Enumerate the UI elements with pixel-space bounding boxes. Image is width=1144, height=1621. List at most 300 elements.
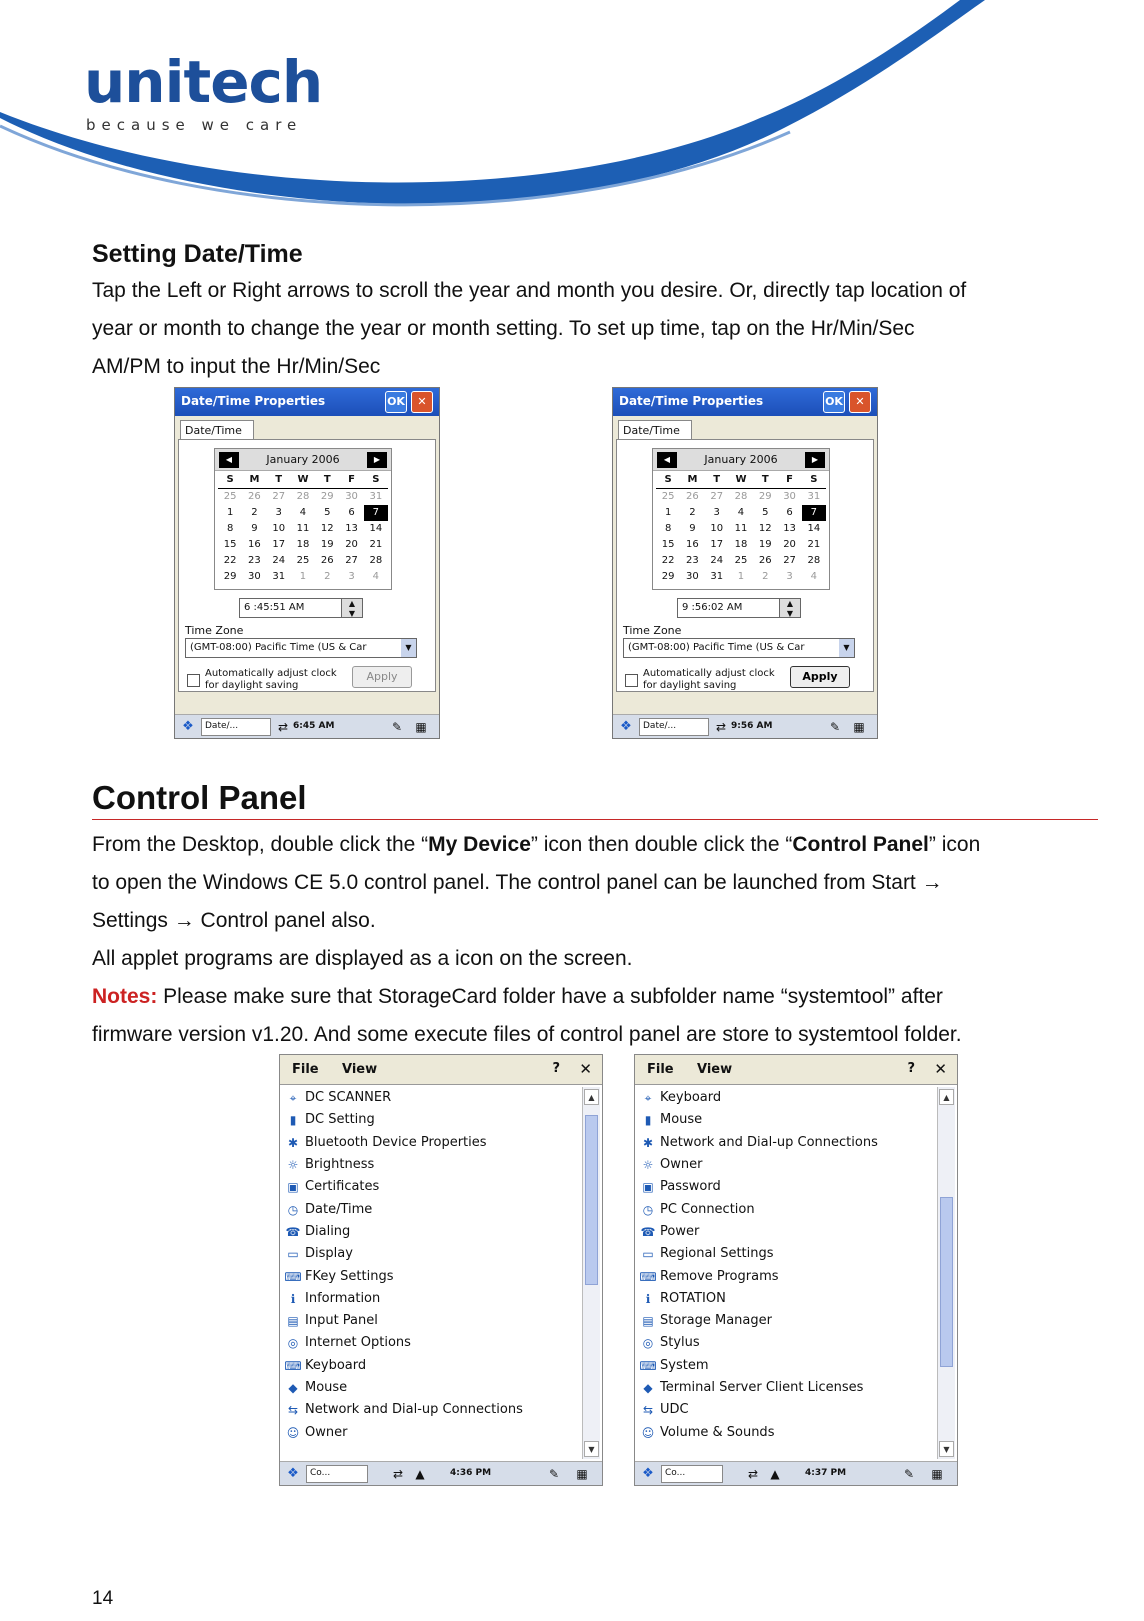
calendar-day[interactable]: 31 <box>369 491 383 502</box>
calendar-day[interactable]: 15 <box>661 539 675 550</box>
month-label[interactable]: January 2006 <box>704 453 778 466</box>
applet-item[interactable] <box>639 1288 935 1310</box>
applet-item[interactable] <box>284 1332 580 1354</box>
day-header: M <box>680 472 704 489</box>
calendar-day[interactable]: 19 <box>758 539 772 550</box>
paragraph-line: From the Desktop, double click the “My Device” icon then double click the “Control Panel” icon <box>92 833 981 856</box>
calendar-day[interactable]: 2 <box>689 507 696 518</box>
time-input[interactable]: 9 :56:02 AM <box>677 598 801 618</box>
menu-bar <box>635 1055 957 1085</box>
calendar-day[interactable]: 12 <box>758 523 772 534</box>
menu-file[interactable]: File <box>647 1062 674 1077</box>
calendar-day[interactable]: 2 <box>762 571 769 582</box>
daylight-label: Automatically adjust clock for daylight saving <box>643 668 775 691</box>
calendar-day[interactable]: 27 <box>272 491 286 502</box>
calendar-day[interactable]: 25 <box>296 555 310 566</box>
calendar-day[interactable]: 26 <box>686 491 699 502</box>
calendar-day[interactable]: 30 <box>783 491 796 502</box>
paragraph-line: to open the Windows CE 5.0 control panel. The control panel can be launched from Start → <box>92 871 943 894</box>
day-header: T <box>753 472 777 489</box>
calendar-day[interactable]: 3 <box>786 571 793 582</box>
taskbar <box>635 1461 957 1485</box>
close-button[interactable]: ✕ <box>411 391 433 413</box>
calendar-day[interactable]: 25 <box>661 491 675 502</box>
calendar-day[interactable]: 10 <box>272 523 286 534</box>
calendar-day[interactable]: 11 <box>734 523 748 534</box>
applet-label: Terminal Server Client Licenses <box>660 1380 864 1395</box>
close-icon[interactable]: ✕ <box>934 1060 947 1078</box>
taskbar <box>175 714 439 738</box>
applet-item[interactable] <box>284 1132 580 1154</box>
calendar-day[interactable]: 23 <box>686 555 699 566</box>
applet-label: Keyboard <box>660 1090 722 1106</box>
calendar-day[interactable]: 25 <box>734 555 748 566</box>
properties-panel <box>178 439 436 692</box>
paragraph-line: Settings → Control panel also. <box>92 909 376 932</box>
applet-label: Mouse <box>660 1112 703 1128</box>
applet-icon: ☎ <box>285 1224 301 1239</box>
day-header: F <box>777 472 801 489</box>
calendar-day[interactable]: 27 <box>345 555 358 566</box>
calendar-grid <box>653 471 829 586</box>
calendar-day[interactable]: 30 <box>248 571 261 582</box>
paragraph-line: year or month to change the year or month setting. To set up time, tap on the Hr/Min/Sec <box>92 317 915 340</box>
applet-label: Stylus <box>660 1335 700 1351</box>
calendar-day[interactable]: 24 <box>272 555 286 566</box>
applet-list <box>639 1087 935 1459</box>
applet-icon: ⌨ <box>284 1358 302 1373</box>
calendar-day[interactable]: 12 <box>320 523 334 534</box>
applet-icon: ☺ <box>641 1425 655 1440</box>
day-header: W <box>729 472 753 489</box>
applet-item[interactable] <box>639 1399 935 1421</box>
paragraph-line: All applet programs are displayed as a icon on the screen. <box>92 947 633 970</box>
calendar-day[interactable]: 1 <box>664 507 672 518</box>
scroll-thumb[interactable] <box>585 1115 598 1285</box>
time-spinner[interactable]: ▲ ▼ <box>341 598 363 618</box>
applet-label: DC SCANNER <box>305 1090 392 1106</box>
taskbar-clock[interactable]: 4:36 PM <box>450 1468 492 1478</box>
calendar-day[interactable]: 22 <box>223 555 237 566</box>
applet-item[interactable] <box>639 1132 935 1154</box>
control-panel-screenshot-2 <box>634 1054 958 1486</box>
network-icon: ⇄ <box>715 720 727 734</box>
calendar-day[interactable]: 9 <box>689 523 696 534</box>
prev-month-button[interactable]: ◀ <box>657 452 677 468</box>
network-icon: ⇄ <box>392 1467 404 1481</box>
applet-label: Volume & Sounds <box>660 1424 775 1440</box>
day-header: T <box>705 472 729 489</box>
applet-icon: ▮ <box>289 1113 297 1128</box>
calendar-day[interactable]: 7 <box>802 505 826 521</box>
signal-icon: ▲ <box>770 1467 780 1481</box>
menu-file[interactable]: File <box>292 1062 319 1077</box>
calendar-day[interactable]: 2 <box>251 507 258 518</box>
window-title: Date/Time Properties <box>175 388 439 416</box>
start-icon[interactable]: ❖ <box>642 1466 654 1481</box>
applet-label: Regional Settings <box>660 1246 774 1262</box>
applet-label: Date/Time <box>305 1201 373 1217</box>
start-icon[interactable]: ❖ <box>287 1466 299 1481</box>
applet-icon: ▭ <box>287 1247 299 1262</box>
heading-underline <box>92 819 1098 820</box>
calendar <box>214 448 392 590</box>
applet-label: Information <box>305 1290 381 1306</box>
day-header: S <box>364 472 388 489</box>
calendar-day[interactable]: 8 <box>664 523 672 534</box>
applet-icon: ⌨ <box>284 1269 302 1284</box>
applet-label: Remove Programs <box>660 1268 779 1284</box>
applet-item[interactable] <box>284 1288 580 1310</box>
time-zone-select[interactable]: (GMT-08:00) Pacific Time (US & Car <box>623 638 855 658</box>
menu-bar <box>280 1055 602 1085</box>
applet-item[interactable] <box>284 1243 580 1265</box>
calendar-day[interactable]: 21 <box>807 539 821 550</box>
ok-button[interactable]: OK <box>385 391 407 413</box>
calendar-day[interactable]: 3 <box>275 507 282 518</box>
date-time-screenshot-1 <box>174 387 440 739</box>
next-month-button[interactable]: ▶ <box>367 452 387 468</box>
applet-label: Input Panel <box>305 1313 378 1329</box>
chevron-down-icon[interactable]: ▼ <box>401 639 416 657</box>
applet-icon: ⌖ <box>289 1091 297 1106</box>
applet-icon: ◆ <box>643 1381 653 1395</box>
applet-icon: ▣ <box>287 1180 299 1195</box>
applet-item[interactable] <box>639 1176 935 1198</box>
applet-icon: ◎ <box>287 1336 299 1351</box>
calendar-day[interactable]: 1 <box>226 507 234 518</box>
applet-icon: ⌨ <box>639 1358 657 1373</box>
desktop-icon[interactable]: ▦ <box>931 1467 943 1481</box>
applet-label: Network and Dial-up Connections <box>305 1402 523 1418</box>
applet-item[interactable] <box>284 1355 580 1377</box>
calendar-day[interactable]: 1 <box>299 571 307 582</box>
applet-label: Mouse <box>305 1380 348 1395</box>
taskbar <box>613 714 877 738</box>
calendar-day[interactable]: 13 <box>783 523 796 534</box>
time-zone-label: Time Zone <box>185 624 244 637</box>
apply-button[interactable]: Apply <box>790 666 850 688</box>
day-header: S <box>218 472 242 489</box>
applet-icon: ◷ <box>642 1202 654 1217</box>
calendar-grid <box>215 471 391 586</box>
section-heading-control-panel: Control Panel <box>92 779 307 816</box>
applet-list <box>284 1087 580 1459</box>
calendar-day[interactable]: 20 <box>783 539 796 550</box>
help-icon[interactable]: ? <box>552 1061 560 1076</box>
applet-label: Storage Manager <box>660 1313 772 1329</box>
applet-item[interactable] <box>284 1421 580 1443</box>
calendar-day[interactable]: 18 <box>734 539 748 550</box>
calendar-day[interactable]: 10 <box>710 523 724 534</box>
scrollbar[interactable] <box>937 1087 955 1459</box>
calendar-day[interactable]: 27 <box>710 491 724 502</box>
applet-icon: ▤ <box>642 1314 654 1329</box>
calendar-day[interactable]: 29 <box>223 571 237 582</box>
menu-view[interactable]: View <box>342 1062 378 1077</box>
applet-item[interactable] <box>284 1399 580 1421</box>
network-icon: ⇄ <box>277 720 289 734</box>
calendar-day[interactable]: 11 <box>296 523 310 534</box>
calendar-day[interactable]: 4 <box>299 507 307 518</box>
calendar-day[interactable]: 24 <box>710 555 724 566</box>
chevron-down-icon[interactable]: ▼ <box>839 639 854 657</box>
calendar-day[interactable]: 28 <box>734 491 748 502</box>
applet-item[interactable] <box>284 1087 580 1109</box>
applet-item[interactable] <box>639 1087 935 1109</box>
scroll-thumb[interactable] <box>940 1197 953 1367</box>
applet-icon: ◆ <box>288 1381 298 1395</box>
calendar-day[interactable]: 23 <box>248 555 261 566</box>
applet-item[interactable] <box>284 1109 580 1131</box>
calendar-day[interactable]: 29 <box>661 571 675 582</box>
close-button[interactable]: ✕ <box>849 391 871 413</box>
calendar-day[interactable]: 5 <box>324 507 331 518</box>
applet-item[interactable] <box>284 1176 580 1198</box>
calendar-day[interactable]: 20 <box>345 539 358 550</box>
applet-label: UDC <box>660 1402 689 1418</box>
calendar-day[interactable]: 5 <box>762 507 769 518</box>
calendar-day[interactable]: 14 <box>369 523 383 534</box>
logo: unitech <box>84 48 323 116</box>
calendar-day[interactable]: 3 <box>713 507 720 518</box>
applet-item[interactable] <box>639 1243 935 1265</box>
prev-month-button[interactable]: ◀ <box>219 452 239 468</box>
applet-label: Power <box>660 1223 700 1239</box>
applet-icon: ✱ <box>642 1135 654 1150</box>
applet-item[interactable] <box>284 1198 580 1220</box>
month-label[interactable]: January 2006 <box>266 453 340 466</box>
my-device-term: My Device <box>428 833 531 856</box>
calendar-day[interactable]: 14 <box>807 523 821 534</box>
calendar-day[interactable]: 4 <box>810 571 818 582</box>
taskbar-task[interactable]: Date/... <box>639 718 709 736</box>
taskbar-clock[interactable]: 6:45 AM <box>293 721 335 731</box>
applet-label: System <box>660 1357 709 1373</box>
day-header: M <box>242 472 266 489</box>
calendar-day[interactable]: 8 <box>226 523 234 534</box>
applet-label: Brightness <box>305 1157 375 1173</box>
desktop-icon[interactable]: ▦ <box>576 1467 588 1481</box>
start-icon[interactable]: ❖ <box>182 719 194 734</box>
applet-icon: ☎ <box>640 1224 656 1239</box>
calendar-day[interactable]: 31 <box>272 571 286 582</box>
desktop-icon[interactable]: ▦ <box>853 720 865 734</box>
applet-icon: ▭ <box>642 1247 654 1262</box>
scroll-up-icon[interactable]: ▲ <box>939 1089 954 1105</box>
applet-item[interactable] <box>284 1221 580 1243</box>
day-header: S <box>656 472 680 489</box>
input-panel-icon[interactable]: ✎ <box>548 1467 560 1481</box>
calendar-day[interactable]: 29 <box>758 491 772 502</box>
notes-label: Notes: <box>92 985 158 1008</box>
taskbar-task[interactable]: Co... <box>661 1465 723 1483</box>
calendar-day[interactable]: 22 <box>661 555 675 566</box>
calendar-day[interactable]: 15 <box>223 539 237 550</box>
paragraph-line: Tap the Left or Right arrows to scroll the year and month you desire. Or, directly tap location of <box>92 279 967 302</box>
applet-icon: ▤ <box>287 1314 299 1329</box>
calendar-day[interactable]: 31 <box>710 571 724 582</box>
applet-label: ROTATION <box>660 1290 726 1306</box>
applet-label: Certificates <box>305 1179 380 1195</box>
daylight-checkbox[interactable] <box>187 674 200 687</box>
applet-item[interactable] <box>639 1332 935 1354</box>
paragraph-line: firmware version v1.20. And some execute files of control panel are store to systemtool folder. <box>92 1023 962 1046</box>
calendar-day[interactable]: 26 <box>758 555 772 566</box>
applet-icon: ℹ <box>290 1291 296 1306</box>
signal-icon: ▲ <box>415 1467 425 1481</box>
calendar-day[interactable]: 28 <box>807 555 821 566</box>
control-panel-screenshot-1 <box>279 1054 603 1486</box>
applet-item[interactable] <box>639 1310 935 1332</box>
day-header: T <box>267 472 291 489</box>
apply-button[interactable]: Apply <box>352 666 412 688</box>
calendar-day[interactable]: 9 <box>251 523 258 534</box>
applet-item[interactable] <box>639 1198 935 1220</box>
applet-item[interactable] <box>639 1421 935 1443</box>
calendar-day[interactable]: 25 <box>223 491 237 502</box>
window-title: Date/Time Properties <box>613 388 877 416</box>
calendar <box>652 448 830 590</box>
taskbar-clock[interactable]: 9:56 AM <box>731 721 773 731</box>
applet-item[interactable] <box>639 1377 935 1399</box>
desktop-icon[interactable]: ▦ <box>415 720 427 734</box>
applet-icon: ◎ <box>642 1336 654 1351</box>
calendar-day[interactable]: 16 <box>248 539 261 550</box>
menu-view[interactable]: View <box>697 1062 733 1077</box>
applet-item[interactable] <box>284 1265 580 1287</box>
applet-label: PC Connection <box>660 1201 755 1217</box>
scroll-down-icon[interactable]: ▼ <box>939 1441 954 1457</box>
applet-icon: ℹ <box>645 1291 651 1306</box>
applet-label: DC Setting <box>305 1112 375 1128</box>
calendar-day[interactable]: 28 <box>369 555 383 566</box>
input-panel-icon[interactable]: ✎ <box>903 1467 915 1481</box>
taskbar <box>280 1461 602 1485</box>
paragraph-line: AM/PM to input the Hr/Min/Sec <box>92 355 381 378</box>
applet-icon: ⇆ <box>287 1403 299 1418</box>
applet-icon: ✱ <box>287 1135 299 1150</box>
calendar-day[interactable]: 2 <box>324 571 331 582</box>
calendar-day[interactable]: 26 <box>320 555 334 566</box>
applet-icon: ⇆ <box>642 1403 654 1418</box>
scroll-up-icon[interactable]: ▲ <box>584 1089 599 1105</box>
applet-label: Bluetooth Device Properties <box>305 1134 487 1150</box>
applet-icon: ☼ <box>287 1158 299 1173</box>
day-header: T <box>315 472 339 489</box>
calendar-day[interactable]: 27 <box>783 555 796 566</box>
time-spinner[interactable]: ▲ ▼ <box>779 598 801 618</box>
daylight-checkbox[interactable] <box>625 674 638 687</box>
time-input[interactable]: 6 :45:51 AM <box>239 598 363 618</box>
input-panel-icon[interactable]: ✎ <box>829 720 841 734</box>
calendar-day[interactable]: 18 <box>296 539 310 550</box>
applet-item[interactable] <box>639 1355 935 1377</box>
network-icon: ⇄ <box>747 1467 759 1481</box>
time-zone-select[interactable]: (GMT-08:00) Pacific Time (US & Car <box>185 638 417 658</box>
calendar-day[interactable]: 17 <box>272 539 286 550</box>
applet-icon: ⌖ <box>644 1091 652 1106</box>
day-header: F <box>339 472 363 489</box>
calendar-day[interactable]: 3 <box>348 571 355 582</box>
applet-item[interactable] <box>639 1154 935 1176</box>
calendar-day[interactable]: 16 <box>686 539 699 550</box>
time-zone-label: Time Zone <box>623 624 682 637</box>
calendar-day[interactable]: 30 <box>686 571 699 582</box>
applet-label: Keyboard <box>305 1357 367 1373</box>
next-month-button[interactable]: ▶ <box>805 452 825 468</box>
calendar-day[interactable]: 7 <box>364 505 388 521</box>
calendar-day[interactable]: 4 <box>737 507 745 518</box>
calendar-day[interactable]: 6 <box>786 507 793 518</box>
applet-item[interactable] <box>284 1310 580 1332</box>
properties-panel <box>616 439 874 692</box>
control-panel-term: Control Panel <box>792 833 929 856</box>
calendar-day[interactable]: 26 <box>248 491 261 502</box>
tab-date-time[interactable]: Date/Time <box>618 420 692 440</box>
scroll-down-icon[interactable]: ▼ <box>584 1441 599 1457</box>
applet-label: Password <box>660 1179 721 1195</box>
applet-item[interactable] <box>284 1377 580 1399</box>
calendar-day[interactable]: 31 <box>807 491 821 502</box>
applet-item[interactable] <box>639 1221 935 1243</box>
calendar-day[interactable]: 29 <box>320 491 334 502</box>
taskbar-task[interactable]: Date/... <box>201 718 271 736</box>
day-header: W <box>291 472 315 489</box>
applet-label: Owner <box>305 1424 348 1440</box>
applet-label: Display <box>305 1246 353 1262</box>
calendar-day[interactable]: 30 <box>345 491 358 502</box>
applet-label: Dialing <box>305 1223 351 1239</box>
close-icon[interactable]: ✕ <box>579 1060 592 1078</box>
calendar-day[interactable]: 19 <box>320 539 334 550</box>
applet-label: Owner <box>660 1157 703 1173</box>
taskbar-clock[interactable]: 4:37 PM <box>805 1468 847 1478</box>
calendar-day[interactable]: 4 <box>372 571 380 582</box>
calendar-day[interactable]: 28 <box>296 491 310 502</box>
calendar-day[interactable]: 1 <box>737 571 745 582</box>
date-time-screenshot-2 <box>612 387 878 739</box>
taskbar-task[interactable]: Co... <box>306 1465 368 1483</box>
input-panel-icon[interactable]: ✎ <box>391 720 403 734</box>
day-header: S <box>802 472 826 489</box>
calendar-day[interactable]: 13 <box>345 523 358 534</box>
applet-label: Internet Options <box>305 1335 411 1351</box>
daylight-label: Automatically adjust clock for daylight saving <box>205 668 337 691</box>
applet-label: Network and Dial-up Connections <box>660 1134 878 1150</box>
notes-line: Notes: Please make sure that StorageCard folder have a subfolder name “systemtool” after <box>92 985 943 1008</box>
section-heading-date-time: Setting Date/Time <box>92 240 303 268</box>
calendar-day[interactable]: 21 <box>369 539 383 550</box>
ok-button[interactable]: OK <box>823 391 845 413</box>
applet-item[interactable] <box>284 1154 580 1176</box>
applet-item[interactable] <box>639 1265 935 1287</box>
help-icon[interactable]: ? <box>907 1061 915 1076</box>
applet-icon: ▣ <box>642 1180 654 1195</box>
page-number: 14 <box>92 1588 114 1609</box>
applet-item[interactable] <box>639 1109 935 1131</box>
applet-icon: ◷ <box>287 1202 299 1217</box>
applet-icon: ▮ <box>644 1113 652 1128</box>
start-icon[interactable]: ❖ <box>620 719 632 734</box>
applet-label: FKey Settings <box>305 1268 394 1284</box>
calendar-day[interactable]: 17 <box>710 539 724 550</box>
calendar-day[interactable]: 6 <box>348 507 355 518</box>
logo-tagline: because we care <box>86 116 303 134</box>
tab-date-time[interactable]: Date/Time <box>180 420 254 440</box>
applet-icon: ☺ <box>286 1425 300 1440</box>
scrollbar[interactable] <box>582 1087 600 1459</box>
